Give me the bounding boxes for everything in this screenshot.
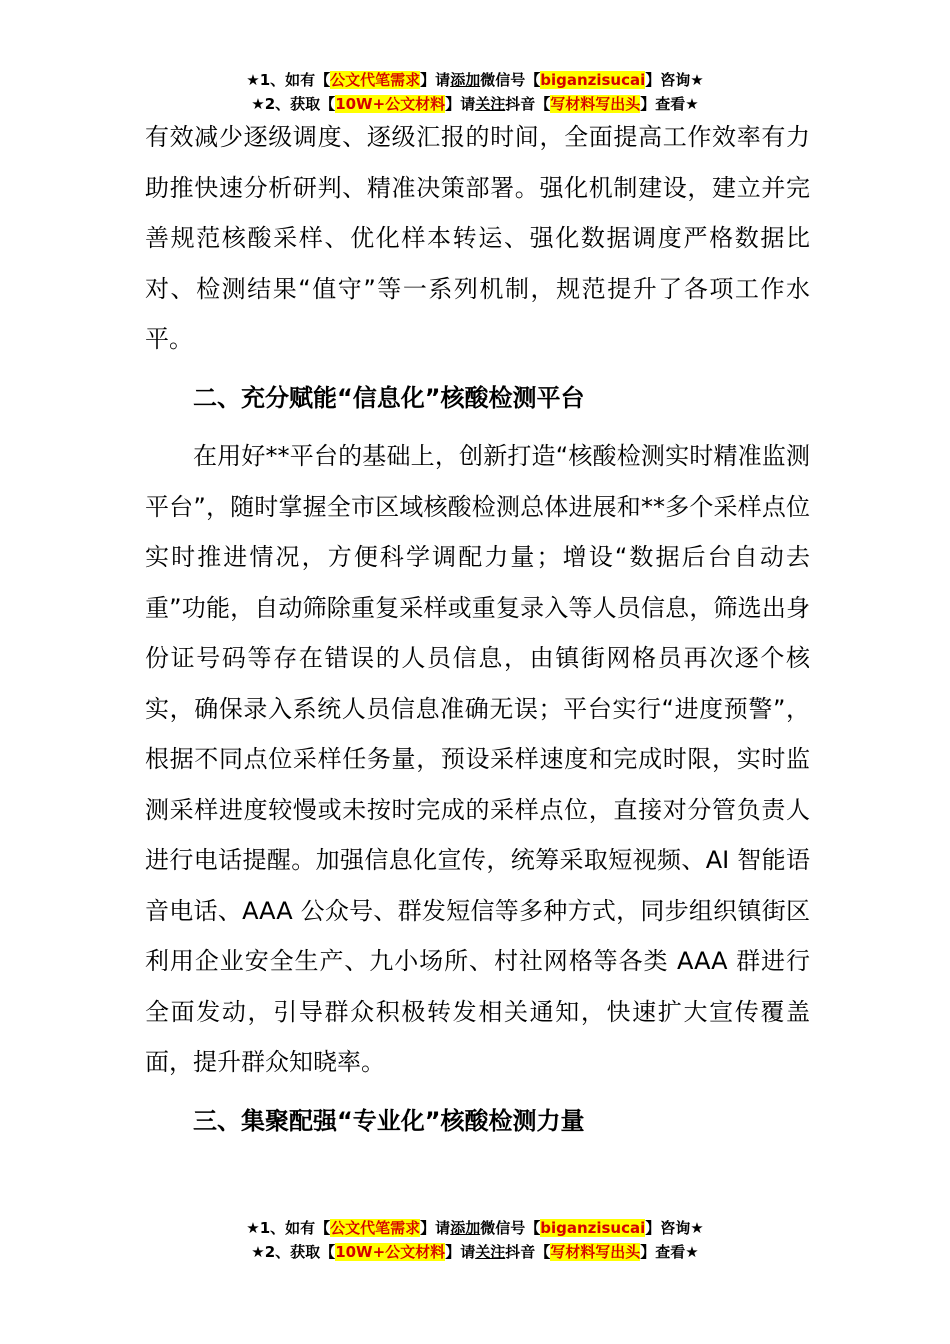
underlined-text: 添加 — [450, 1219, 481, 1237]
banner-text: 】咨询★ — [645, 1219, 704, 1237]
underlined-text: 添加 — [450, 71, 481, 89]
banner-line-1 — [0, 1216, 950, 1240]
highlight-service: 公文代笔需求 — [330, 1219, 421, 1237]
document-body — [145, 112, 810, 1146]
banner-text: 抖音【 — [505, 1243, 551, 1261]
highlight-douyin-id: 写材料写出头 — [550, 1243, 641, 1261]
banner-text: 】咨询★ — [645, 71, 704, 89]
highlight-wechat-id: biganzisucai — [540, 71, 646, 89]
underlined-text: 关注 — [475, 95, 506, 113]
underlined-text: 关注 — [475, 1243, 506, 1261]
highlight-materials: 10W+公文材料 — [335, 95, 446, 113]
body-paragraph: 在用好**平台的基础上，创新打造“核酸检测实时精准监测平台”，随时掌握全市区域核酸检测总体进展和**多个采样点位实时推进情况，方便科学调配力量；增设“数据后台自动去重”功能，自动筛除重复采样或重复录入等人员信息，筛选出身份证号码等存在错误的人员信息，由镇街网格员再次逐个核实，确保录入系统人员信息准确无误；平台实行“进度预警”，根据不同点位采样任务量，预设采样速度和完成时限，实时监测采样进度较慢或未按时完成的采样点位，直接对分管负责人进行电话提醒。加强信息化宣传，统筹采取短视频、AI 智能语音电话、AAA 公众号、群发短信等多种方式，同步组织镇街区利用企业安全生产、九小场所、村社网格等各类 AAA 群进行全面发动，引导群众积极转发相关通知，快速扩大宣传覆盖面，提升群众知晓率。 — [145, 442, 810, 1076]
section-heading: 三、集聚配强“专业化”核酸检测力量 — [193, 1106, 585, 1135]
highlight-douyin-id: 写材料写出头 — [550, 95, 641, 113]
banner-text: ★2、获取【 — [251, 95, 336, 113]
banner-text: 】请 — [420, 71, 451, 89]
banner-line-1 — [0, 68, 950, 92]
banner-text: 微信号【 — [480, 71, 541, 89]
highlight-materials: 10W+公文材料 — [335, 1243, 446, 1261]
banner-text: 微信号【 — [480, 1219, 541, 1237]
banner-text: 】查看★ — [640, 95, 699, 113]
banner-line-2 — [0, 1240, 950, 1264]
banner-text: ★2、获取【 — [251, 1243, 336, 1261]
highlight-wechat-id: biganzisucai — [540, 1219, 646, 1237]
banner-text: ★1、如有【 — [246, 71, 331, 89]
banner-text: 】请 — [445, 1243, 476, 1261]
banner-text: ★1、如有【 — [246, 1219, 331, 1237]
section-heading: 二、充分赋能“信息化”核酸检测平台 — [193, 383, 585, 412]
body-paragraph: 有效减少逐级调度、逐级汇报的时间，全面提高工作效率有力助推快速分析研判、精准决策部署。强化机制建设，建立并完善规范核酸采样、优化样本转运、强化数据调度严格数据比对、检测结果“值守”等一系列机制，规范提升了各项工作水平。 — [145, 123, 810, 353]
highlight-service: 公文代笔需求 — [330, 71, 421, 89]
banner-text: 】查看★ — [640, 1243, 699, 1261]
banner-text: 】请 — [420, 1219, 451, 1237]
banner-text: 抖音【 — [505, 95, 551, 113]
footer-banner — [0, 1216, 950, 1264]
banner-text: 】请 — [445, 95, 476, 113]
header-banner — [0, 68, 950, 116]
